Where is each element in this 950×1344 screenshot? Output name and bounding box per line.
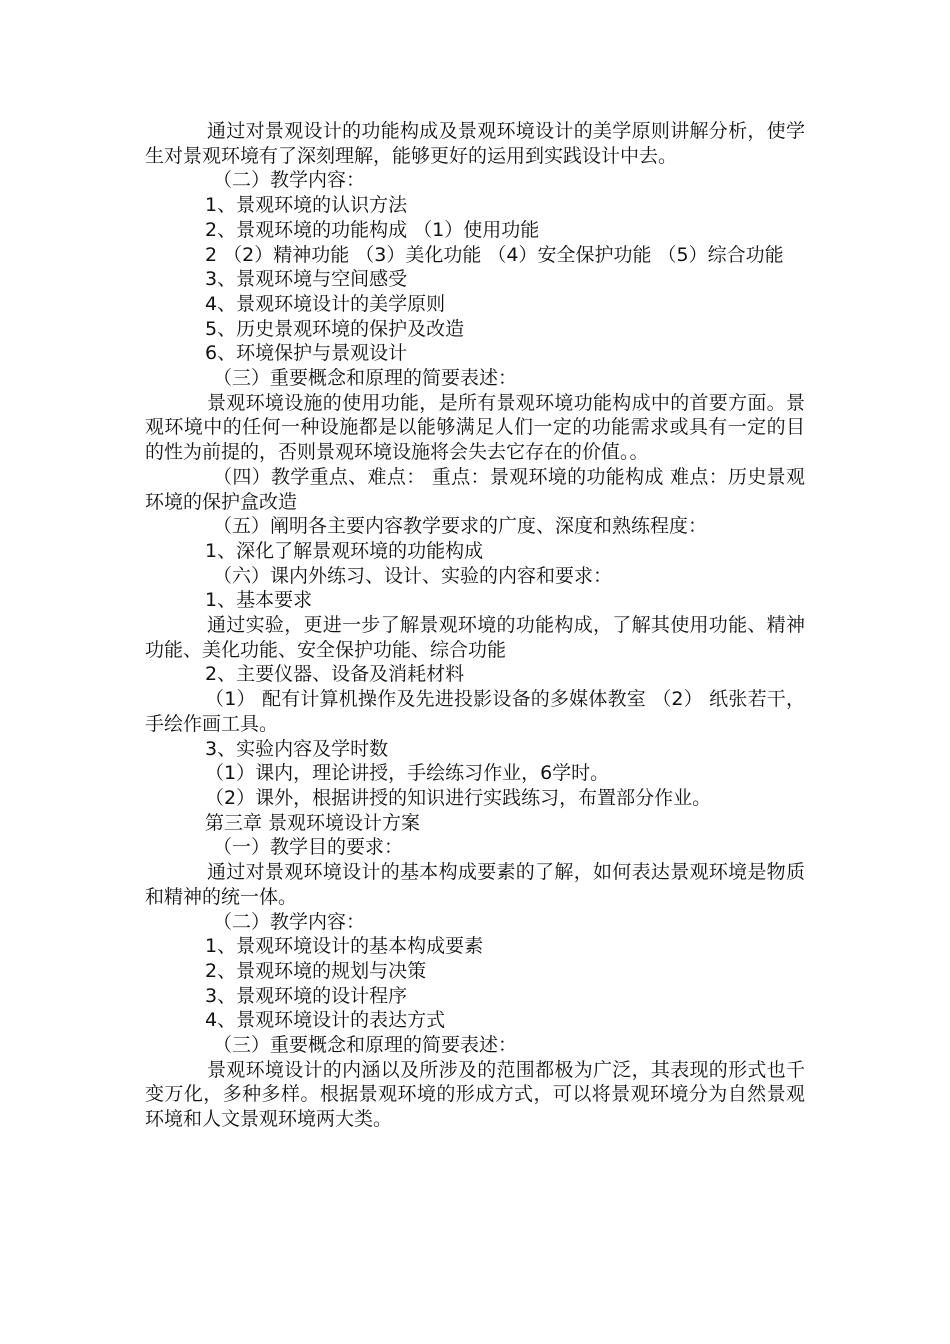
section-heading-requirements: （五）阐明各主要内容教学要求的广度、深度和熟练程度： [213,515,708,538]
list-item: 6、环境保护与景观设计 [205,342,408,365]
chapter-heading: 第三章 景观环境设计方案 [205,811,421,834]
section-heading-concepts: （三）重要概念和原理的简要表述： [213,367,518,390]
list-item: 4、景观环境设计的美学原则 [205,292,446,315]
list-item: （1）课内，理论讲授，手绘练习作业，6学时。 [205,762,610,785]
list-item: 1、景观环境设计的基本构成要素 [205,935,484,958]
list-item: 1、深化了解景观环境的功能构成 [205,539,484,562]
list-item: 5、历史景观环境的保护及改造 [205,317,465,340]
section-heading-objectives: （一）教学目的要求： [213,836,404,859]
list-item: （1） 配有计算机操作及先进投影设备的多媒体教室 （2） 纸张若干，手绘作画工具。 [145,688,805,735]
list-item: 3、实验内容及学时数 [205,737,389,760]
section-heading-content: （二）教学内容： [213,910,366,933]
list-item: 2、景观环境的功能构成 （1）使用功能 [205,218,540,241]
paragraph-body: 通过实验，更进一步了解景观环境的功能构成，了解其使用功能、精神功能、美化功能、安全保护功能、综合功能 [145,614,805,661]
list-item: 2、景观环境的规划与决策 [205,959,427,982]
section-heading-exercises: （六）课内外练习、设计、实验的内容和要求： [213,564,613,587]
section-heading-content: （二）教学内容： [213,169,366,192]
section-heading-concepts: （三）重要概念和原理的简要表述： [213,1034,518,1057]
paragraph-body: 通过对景观环境设计的基本构成要素的了解，如何表达景观环境是物质和精神的统一体。 [145,861,805,908]
list-item: 2 （2）精神功能 （3）美化功能 （4）安全保护功能 （5）综合功能 [205,243,784,266]
list-item: 3、景观环境与空间感受 [205,268,408,291]
paragraph-body: 景观环境设计的内涵以及所涉及的范围都极为广泛，其表现的形式也千变万化，多种多样。根据景观环境的形成方式，可以将景观环境分为自然景观环境和人文景观环境两大类。 [145,1058,805,1131]
document-page [145,119,805,1132]
list-item: （2）课外，根据讲授的知识进行实践练习，布置部分作业。 [205,786,712,809]
list-item: 1、景观环境的认识方法 [205,194,408,217]
list-item: 4、景观环境设计的表达方式 [205,1009,446,1032]
section-heading-key-points: （四）教学重点、难点： 重点：景观环境的功能构成 难点：历史景观环境的保护盒改造 [145,465,805,513]
list-item: 2、主要仪器、设备及消耗材料 [205,663,465,686]
list-item: 1、基本要求 [205,589,313,612]
paragraph-body: 景观环境设施的使用功能，是所有景观环境功能构成中的首要方面。景观环境中的任何一种设施都是以能够满足人们一定的功能需求或具有一定的目的性为前提的，否则景观环境设施将会失去它存在的价值。。 [145,391,805,464]
list-item: 3、景观环境的设计程序 [205,984,408,1007]
paragraph-intro: 通过对景观设计的功能构成及景观环境设计的美学原则讲解分析，使学生对景观环境有了深刻理解，能够更好的运用到实践设计中去。 [145,120,805,167]
